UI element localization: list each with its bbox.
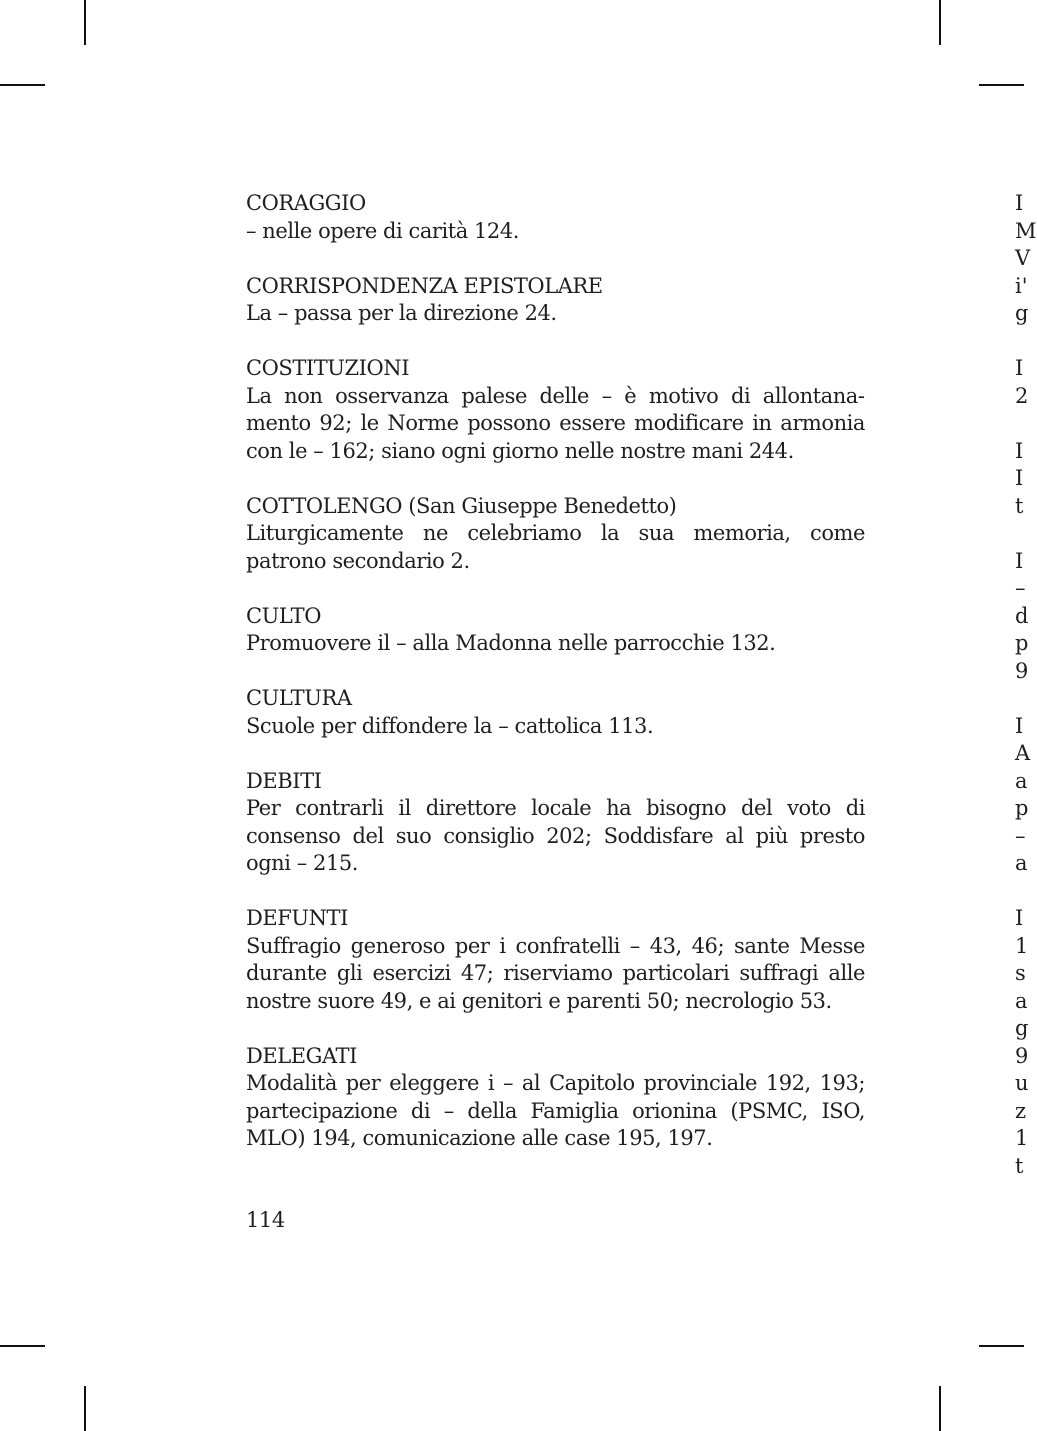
facing-page-line: a [1015, 768, 1028, 793]
facing-page-line: I [1015, 356, 1024, 380]
entry-heading: DEBITI [246, 768, 322, 793]
facing-page-line [1015, 328, 1024, 356]
facing-page-line: a [1015, 988, 1028, 1013]
facing-page-line [1015, 520, 1024, 548]
facing-page-line: s [1015, 961, 1026, 985]
entry-text: Scuole per diffondere la – cattolica 113. [246, 713, 654, 738]
entry-text: Suffragio generoso per i confratelli – 43, 46; sante Messe durante gli esercizi 47; riserviamo particolari suffragi alle nostre suore 49, e ai genitori e parenti 50; necrologio 53. [246, 933, 865, 1013]
index-entry [246, 685, 865, 740]
facing-page-line [1015, 685, 1024, 713]
facing-page-line: I [1015, 713, 1024, 738]
entry-heading: DELEGATI [246, 1043, 357, 1068]
facing-page-line: 1 [1015, 1126, 1029, 1150]
entry-heading: CULTO [246, 603, 321, 628]
facing-page-line: I [1015, 466, 1024, 490]
facing-page-line: g [1015, 1016, 1029, 1040]
crop-mark-top-right-horizontal [979, 84, 1024, 86]
crop-mark-top-right-vertical [939, 0, 941, 45]
entry-text: La non osservanza palese delle – è motivo di allontanamento 92; le Norme possono essere modificare in armonia con le – 162; siano ogni giorno nelle nostre mani 244. [246, 383, 865, 463]
facing-page-line: 1 [1015, 933, 1029, 958]
entry-heading: CULTURA [246, 686, 352, 710]
entry-text: Per contrarli il direttore locale ha bisogno del voto di consenso del suo consiglio 202; Soddisfare al più presto ogni – 215. [246, 796, 865, 875]
entry-heading: CORAGGIO [246, 191, 366, 215]
entry-text: Modalità per eleggere i – al Capitolo provinciale 192, 193; partecipazione di – della Famiglia orionina (PSMC, ISO, MLO) 194, comunicazione alle case 195, 197. [246, 1071, 865, 1150]
index-entry [246, 905, 865, 1015]
facing-page-line: g [1015, 301, 1029, 325]
facing-page-line: A [1015, 741, 1031, 765]
facing-page-line [1015, 878, 1024, 906]
index-entry [246, 603, 865, 658]
page-number: 114 [246, 1208, 285, 1232]
facing-page-line: V [1015, 246, 1031, 270]
entry-text: La – passa per la direzione 24. [246, 301, 557, 325]
index-entry [246, 190, 865, 245]
entry-heading: COTTOLENGO (San Giuseppe Benedetto) [246, 493, 677, 518]
facing-page-line: I [1015, 906, 1024, 930]
index-entry [246, 1043, 865, 1153]
facing-page-line: I [1015, 438, 1024, 463]
facing-page-line: d [1015, 603, 1029, 628]
facing-page-line: 9 [1015, 1043, 1029, 1068]
facing-page-line: i' [1015, 273, 1028, 298]
index-entry [246, 493, 865, 576]
facing-page-fragment [1015, 190, 1037, 1180]
entry-text: Liturgicamente ne celebriamo la sua memoria, come patrono secondario 2. [246, 521, 865, 573]
entry-text: Promuovere il – alla Madonna nelle parrocchie 132. [246, 631, 776, 655]
entry-text: – nelle opere di carità 124. [246, 218, 519, 243]
crop-mark-bottom-right-vertical [939, 1386, 941, 1431]
crop-mark-bottom-left-horizontal [0, 1345, 45, 1347]
index-entry [246, 355, 865, 465]
facing-page-line: p [1015, 796, 1029, 820]
entry-heading: CORRISPONDENZA EPISTOLARE [246, 273, 603, 298]
index-column [246, 190, 865, 1180]
crop-mark-bottom-left-vertical [84, 1386, 86, 1431]
facing-page-line: t [1015, 1153, 1024, 1178]
entry-heading: COSTITUZIONI [246, 356, 410, 380]
facing-page-line: M [1015, 218, 1037, 243]
facing-page-line: u [1015, 1071, 1029, 1095]
facing-page-line: t [1015, 493, 1024, 518]
crop-mark-bottom-right-horizontal [979, 1345, 1024, 1347]
facing-page-line: z [1015, 1098, 1027, 1123]
facing-page-line: 9 [1015, 658, 1029, 683]
facing-page-line: I [1015, 548, 1024, 573]
facing-page-line: a [1015, 851, 1028, 875]
facing-page-line [1015, 410, 1024, 438]
facing-page-line: I [1015, 191, 1024, 215]
entry-heading: DEFUNTI [246, 906, 348, 930]
index-entry [246, 768, 865, 878]
crop-mark-top-left-horizontal [0, 84, 45, 86]
index-entry [246, 273, 865, 328]
facing-page-line: – [1015, 823, 1026, 848]
facing-page-line: 2 [1015, 383, 1029, 408]
crop-mark-top-left-vertical [84, 0, 86, 45]
facing-page-line: – [1015, 576, 1026, 600]
facing-page-line: p [1015, 631, 1029, 655]
